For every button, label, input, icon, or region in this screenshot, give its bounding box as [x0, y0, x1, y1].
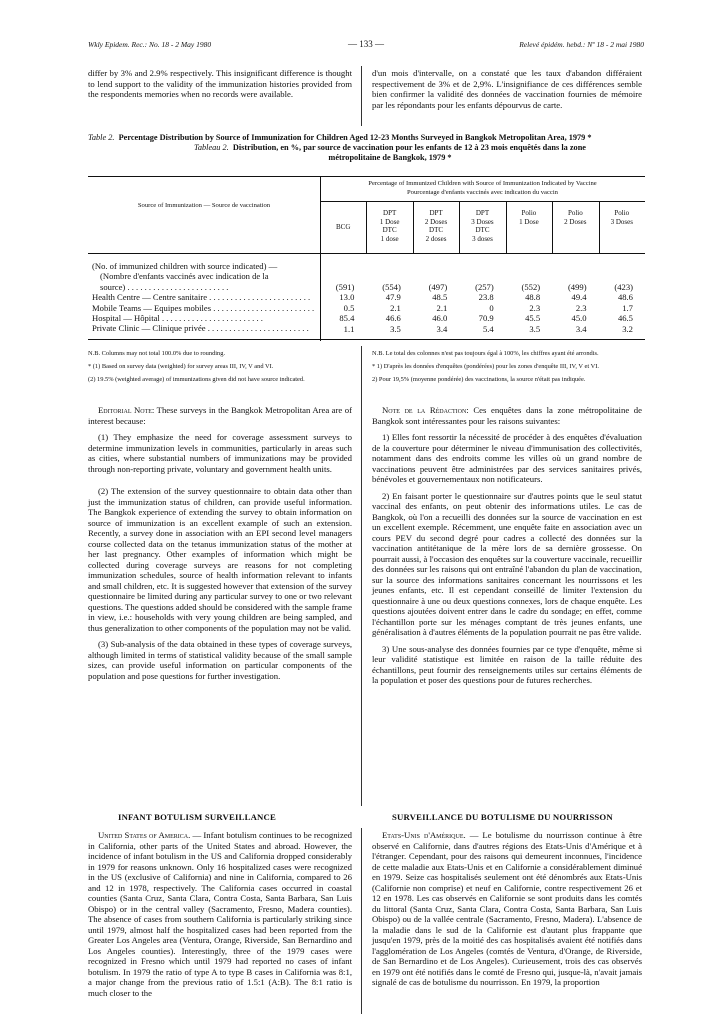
column-divider — [361, 828, 362, 1014]
table-cell: 0 — [489, 302, 494, 313]
table-cell: 47.9 — [385, 292, 401, 303]
table-cell: 3.4 — [436, 323, 448, 334]
vaccine-span-header: Percentage of Immunized Children with Source of Immunization Indicated by Vaccine Pourcentage d'enfants vaccinés avec indication du vaccin — [368, 180, 597, 196]
leader-dots: . . . . . . . . . . . . . . . . . . . . . . . . — [159, 313, 263, 324]
leader-dots: . . . . . . . . . . . . . . . . . . . . . . . . — [211, 302, 315, 313]
table-rule — [320, 201, 645, 202]
table-cell: (552) — [521, 282, 541, 292]
row-label: source) . . . . . . . . . . . . . . . . . . . . . . . . — [100, 281, 229, 292]
source-column-header: Source of Immunization — Source de vaccination — [137, 202, 271, 209]
column-header: DPT 2 Doses DTC 2 doses — [424, 209, 448, 243]
column-divider — [361, 346, 362, 806]
table-notes-en: N.B. Columns may not total 100.0% due to rounding. * (1) Based on survey data (weighted) for survey areas III, IV, V and VI. (2) 19.5% (weighted average) of immunizations given did not have source indicated. — [88, 350, 305, 383]
botulism-text-en: United States of America. — Infant botulism continues to be recognized in California, other parts of the United States and abroad. However, the incidence of infant botulism in the US and California dropped considerably in 1979 for reasons unknown. Only 16 hospitalized cases were recognized in the US (exclusive of California) and nine in California, compared to 26 and 12 in 1978, respectively. The California cases occurred in coastal counties (Santa Cruz, Santa Clara, Contra Costa, Santa Barbara, San Luis Obispo) or in the central valley (Sacramento, Fresno, Madera counties). The absence of cases from southern California is particularly striking since until 1979, almost half the hospitalized cases had been reported from the Greater Los Angeles area (Ventura, Orange, Riverside, San Bernardino and Los Angeles counties). Interestingly, three of the 1979 cases were recognized in Fresno which until 1979 had reported no cases of infant botulism. In 1979 the ratio of type A to type B cases in California was 8:1, a major change from the previous ratio of 1.5:1 (A:B). The 8:1 ratio is much closer to the — [88, 830, 353, 998]
table-cell: 1.7 — [622, 302, 633, 313]
table-cell: 45.0 — [571, 313, 587, 324]
section-title-fr: SURVEILLANCE DU BOTULISME DU NOURRISSON — [392, 812, 613, 822]
table-cell: 70.9 — [478, 313, 494, 324]
row-labels — [92, 261, 320, 334]
table-cell: 23.8 — [478, 292, 494, 303]
table-cell: (423) — [614, 282, 633, 292]
table-cell: 0.5 — [343, 302, 355, 313]
table-cell: 2.3 — [575, 302, 587, 313]
table-cell: 2.1 — [390, 302, 401, 313]
table-cell: 49.4 — [571, 292, 587, 303]
row-label: Health Centre — Centre sanitaire . . . . . . . . . . . . . . . . . . . . . . . . — [92, 292, 311, 303]
table-cell: 2.1 — [436, 302, 448, 313]
table-cell: 48.6 — [617, 292, 633, 303]
table-cell: 3.2 — [622, 323, 633, 334]
column-header: Polio 1 Dose — [519, 209, 539, 226]
top-text-en: differ by 3% and 2.9% respectively. This insignificant difference is thought to lend support to the validity of the immunization histories provided from the respondents memories when no records were available. — [88, 68, 352, 99]
header-left: Wkly Epidem. Rec.: No. 18 - 2 May 1980 — [88, 40, 212, 49]
table-cell: 46.5 — [617, 313, 633, 324]
table-cell: 3.5 — [529, 323, 541, 334]
column-header: Polio 3 Doses — [610, 209, 633, 226]
table-cell: 85.4 — [339, 313, 355, 324]
table-cell: 1.1 — [343, 323, 355, 334]
row-label: Hospital — Hôpital . . . . . . . . . . . . . . . . . . . . . . . . — [92, 313, 263, 324]
column-header: DPT 1 Dose DTC 1 dose — [379, 209, 400, 243]
table-cell: (497) — [428, 282, 448, 292]
botulism-text-fr: Etats-Unis d'Amérique. — Le botulisme du nourrisson continue à être observé en Californie, dans d'autres régions des Etats-Unis d'Amérique et à l'étranger. Cependant, pour des raisons qui demeurent inconnues, l'incidence de cette maladie aux Etats-Unis et en Californie a considérablement diminué en 1979. Seize cas hospitalisés seulement ont été dénombrés aux Etats-Unis (Californie non comprise) et neuf en Californie, contre respectivement 26 et 12 en 1978. Les cas observés en Californie se sont produits dans les comtés du littoral (Santa Cruz, Santa Clara, Contra Costa, Santa Barbara, San Luis Obispo) ou de la vallée centrale (Sacramento, Fresno, Madera). L'absence de la maladie dans le sud de la Californie est d'autant plus frappante que jusqu'en 1979, près de la moitié des cas hospitalisés avaient été notifiés dans l'agglomération de Los Angeles (comtés de Ventura, d'Orange, de Riverside, de San Bernardino et de Los Angeles). Curieusement, trois des cas observés en 1979 ont été notifiés dans le comté de Fresno qui, jusque-là, n'avait jamais signalé de cas de botulisme du nourrisson. En 1979, la proportion — [372, 830, 643, 987]
leader-dots: . . . . . . . . . . . . . . . . . . . . . . . . — [207, 292, 311, 303]
table-notes-fr: N.B. Le total des colonnes n'est pas toujours égal à 100%, les chiffres ayant été arrondis. * 1) D'après les données d'enquêtes (pondérées) pour les zones d'enquête III, IV, V et VI. 2) Pour 19,5% (moyenne pondérée) des vaccinations, la source n'était pas indiquée. — [372, 350, 599, 383]
column-divider — [361, 66, 362, 126]
table-rule — [88, 253, 645, 254]
immunization-source-table — [88, 176, 645, 340]
column-header: BCG — [336, 223, 351, 231]
top-text-fr: d'un mois d'intervalle, on a constaté que les taux d'abandon différaient respectivement de 3% et de 2,9%. L'insignifiance de ces différences semble bien confirmer la validité des données de vaccination fournies de mémoire par les répondants pour les enfants dépourvus de carte. — [372, 68, 642, 110]
row-label: Mobile Teams — Equipes mobiles . . . . . . . . . . . . . . . . . . . . . . . . — [92, 302, 315, 313]
leader-dots: . . . . . . . . . . . . . . . . . . . . . . . . — [125, 281, 229, 292]
table-cell: 3.4 — [575, 323, 587, 334]
table-cell: 48.8 — [525, 292, 541, 303]
table-title: Table 2. Percentage Distribution by Source of Immunization for Children Aged 12-23 Months Surveyed in Bangkok Metropolitan Area, 1979 * Tableau 2. Distribution, en %, par source de vaccination pour les enfants de 12 à 23 mois enquêtés dans la zone métropolitaine de Bangkok, 1979 * — [88, 133, 592, 162]
column-header: Polio 2 Doses — [564, 209, 587, 226]
column-header: DPT 3 Doses DTC 3 doses — [471, 209, 494, 243]
table-cell: 13.0 — [339, 292, 355, 303]
editorial-note-fr: Note de la Rédaction: Ces enquêtes dans la zone métropolitaine de Bangkok sont intéressantes pour les raisons suivantes: 1) Elles font ressortir la nécessité de procéder à des enquêtes d'évaluation de la couverture pour déterminer le niveau d'immunisation des collectivités, notamment dans des endroits comme les villes où un grand nombre de vaccinations peuvent être administrées par des services sanitaires privés, bénévoles et gouvernementaux non notificateurs. 2) En faisant porter le questionnaire sur d'autres points que le seul statut vaccinal des enfants, on peut obtenir des informations utiles. Le cas de Bangkok, où l'on a recueilli des données sur la source de vaccination en est un excellent exemple. Récemment, une enquête faite en association avec un cours PEV du second degré pour cadres a collecté des données sur la vaccination antitétanique de la mère lors de sa dernière grossesse. On pourrait aussi, à l'occasion des enquêtes sur la couverture vaccinale, recueillir des données sur les raisons qui ont entraîné l'abandon du plan de vaccination, sur la source des informations sanitaires concernant les nourrissons et les jeunes enfants, etc. Il est cependant conseillé de limiter l'extension du questionnaire à une ou deux questions connexes, lors de chaque enquête. Les questions ajoutées doivent entrer dans le cadre du sondage; en effet, comme l'échantillon porte sur les ménages comptant de très jeunes enfants, une généralisation à d'autres éléments de la population pourrait ne pas être valide. 3) Une sous-analyse des données fournies par ce type d'enquête, même si leur validité statistique est limitée en raison de la taille réduite des échantillons, peut fournir des renseignements utiles sur certains éléments de la population et poser des questions pour de futures recherches. — [372, 405, 643, 685]
leader-dots: . . . . . . . . . . . . . . . . . . . . . . . . — [205, 323, 309, 334]
section-title-en: INFANT BOTULISM SURVEILLANCE — [118, 812, 276, 822]
table-cell: 48.5 — [432, 292, 448, 303]
editorial-note-en: Editorial Note: These surveys in the Bangkok Metropolitan Area are of interest because: (1) They emphasize the need for coverage assessment surveys to determine immunization levels in communities, particularly in areas such as cities, where substantial numbers of immunizations may be provided through non-reporting private, voluntary and government health units. (2) The extension of the survey questionnaire to obtain data other than just the immunization status of children, can provide useful information. The Bangkok experience of extending the survey to obtain information on source of immunization is an excellent example of such an extension. Recently, a survey done in association with an EPI second level managers course collected data on the tetanus immunization status of the mother at her last pregnancy. Other examples of information which might be collected during coverage surveys are reasons for not completing immunization schedules, source of health information relevant to infants and small children, etc. It is suggested however that extension of the survey questionnaire be limited during any particular survey to one or two relevant questions. The questions added should be considered with the sample frame in view, i.e.: households with very young children are being sampled, and thus generalization to other components of the population may not be valid. (3) Sub-analysis of the data obtained in these types of coverage surveys, although limited in terms of statistical validity because of the small sample sizes, can provide useful information on particular components of the population and pose questions for further investigation. — [88, 405, 352, 681]
table-cell: 46.6 — [385, 313, 401, 324]
running-header — [88, 40, 644, 54]
row-label: Private Clinic — Clinique privée . . . . . . . . . . . . . . . . . . . . . . . . — [92, 323, 309, 334]
table-cell: 5.4 — [482, 323, 494, 334]
table-cell: (591) — [335, 282, 355, 292]
table-cell: 46.0 — [432, 313, 448, 324]
table-cell: 45.5 — [525, 313, 541, 324]
table-cell: (257) — [475, 282, 494, 292]
page-number: — 133 — — [348, 39, 384, 49]
header-right: Relevé épidém. hebd.: Nº 18 - 2 mai 1980 — [519, 40, 644, 49]
row-intro: (Nombre d'enfants vaccinés avec indication de la — [100, 271, 269, 282]
table-cell: 3.5 — [390, 323, 401, 334]
table-cell: (499) — [567, 282, 587, 292]
row-intro: (No. of immunized children with source indicated) — — [92, 261, 278, 271]
table-cell: (554) — [382, 282, 401, 292]
table-cell: 2.3 — [529, 302, 541, 313]
